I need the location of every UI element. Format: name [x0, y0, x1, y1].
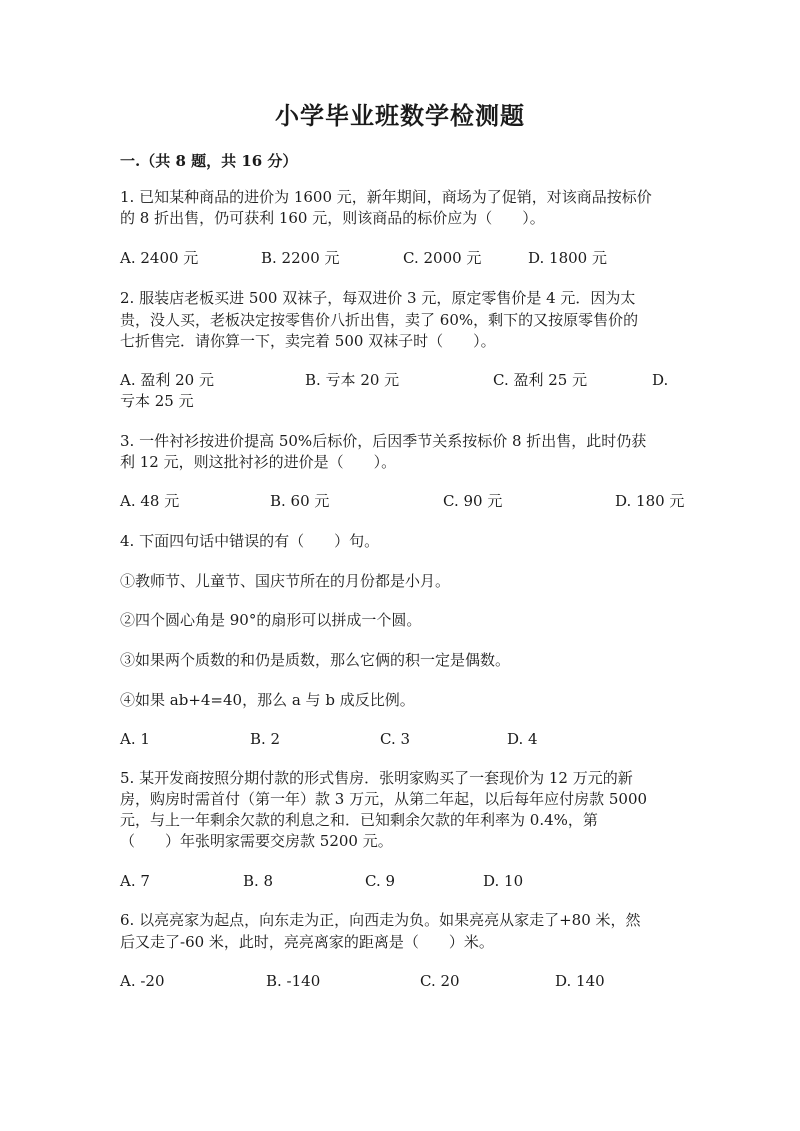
question-4-statement-3: ③如果两个质数的和仍是质数，那么它俩的积一定是偶数。	[120, 651, 511, 669]
question-2-option-b: B. 亏本 20 元	[305, 371, 400, 389]
question-2-line-2: 贵，没人买，老板决定按零售价八折出售，卖了 60%，剩下的又按原零售价的	[120, 311, 639, 329]
question-1-option-c: C. 2000 元	[403, 249, 482, 267]
question-2-line-1: 2. 服装店老板买进 500 双袜子，每双进价 3 元，原定零售价是 4 元．因为太	[120, 289, 636, 307]
question-4-statement-4: ④如果 ab+4=40，那么 a 与 b 成反比例。	[120, 691, 415, 709]
question-1-line-1: 1. 已知某种商品的进价为 1600 元，新年期间，商场为了促销，对该商品按标价	[120, 188, 652, 206]
question-5-option-c: C. 9	[365, 872, 396, 890]
question-6-option-d: D. 140	[555, 972, 605, 990]
page-title: 小学毕业班数学检测题	[275, 101, 525, 130]
question-1-option-d: D. 1800 元	[528, 249, 607, 267]
question-1-line-2: 的 8 折出售，仍可获利 160 元，则该商品的标价应为（ ）。	[120, 209, 545, 227]
question-4-line-1: 4. 下面四句话中错误的有（ ）句。	[120, 532, 380, 550]
question-2-option-d-text: 亏本 25 元	[120, 392, 194, 410]
question-5-line-1: 5. 某开发商按照分期付款的形式售房．张明家购买了一套现价为 12 万元的新	[120, 769, 633, 787]
question-3-option-d: D. 180 元	[615, 492, 685, 510]
question-4-statement-1: ①教师节、儿童节、国庆节所在的月份都是小月。	[120, 572, 451, 590]
section-header: 一.（共 8 题，共 16 分）	[120, 152, 298, 170]
question-4-option-c: C. 3	[380, 730, 411, 748]
question-6-line-1: 6. 以亮亮家为起点，向东走为正，向西走为负。如果亮亮从家走了+80 米，然	[120, 911, 641, 929]
question-2-line-3: 七折售完．请你算一下，卖完着 500 双袜子时（ ）。	[120, 332, 496, 350]
question-1-option-b: B. 2200 元	[261, 249, 340, 267]
question-5-line-2: 房，购房时需首付（第一年）款 3 万元，从第二年起，以后每年应付房款 5000	[120, 790, 648, 808]
question-6-line-2: 后又走了-60 米，此时，亮亮离家的距离是（ ）米。	[120, 933, 494, 951]
question-5-line-3: 元，与上一年剩余欠款的利息之和．已知剩余欠款的年利率为 0.4%，第	[120, 811, 598, 829]
question-5-option-b: B. 8	[243, 872, 274, 890]
question-4-option-d: D. 4	[507, 730, 538, 748]
question-4-option-a: A. 1	[120, 730, 150, 748]
question-4-statement-2: ②四个圆心角是 90°的扇形可以拼成一个圆。	[120, 611, 422, 629]
question-5-line-4: （ ）年张明家需要交房款 5200 元。	[120, 832, 393, 850]
question-2-option-a: A. 盈利 20 元	[120, 371, 214, 389]
question-5-option-d: D. 10	[483, 872, 524, 890]
question-6-option-a: A. -20	[120, 972, 165, 990]
question-6-option-c: C. 20	[420, 972, 460, 990]
question-2-option-d: D.	[652, 371, 669, 389]
question-4-option-b: B. 2	[250, 730, 281, 748]
question-6-option-b: B. -140	[266, 972, 321, 990]
question-5-option-a: A. 7	[120, 872, 150, 890]
question-3-option-c: C. 90 元	[443, 492, 503, 510]
question-3-line-1: 3. 一件衬衫按进价提高 50%后标价，后因季节关系按标价 8 折出售，此时仍获	[120, 432, 647, 450]
question-1-option-a: A. 2400 元	[120, 249, 199, 267]
question-3-option-b: B. 60 元	[270, 492, 330, 510]
question-2-option-c: C. 盈利 25 元	[493, 371, 588, 389]
question-3-option-a: A. 48 元	[120, 492, 180, 510]
question-3-line-2: 利 12 元，则这批衬衫的进价是（ ）。	[120, 453, 397, 471]
